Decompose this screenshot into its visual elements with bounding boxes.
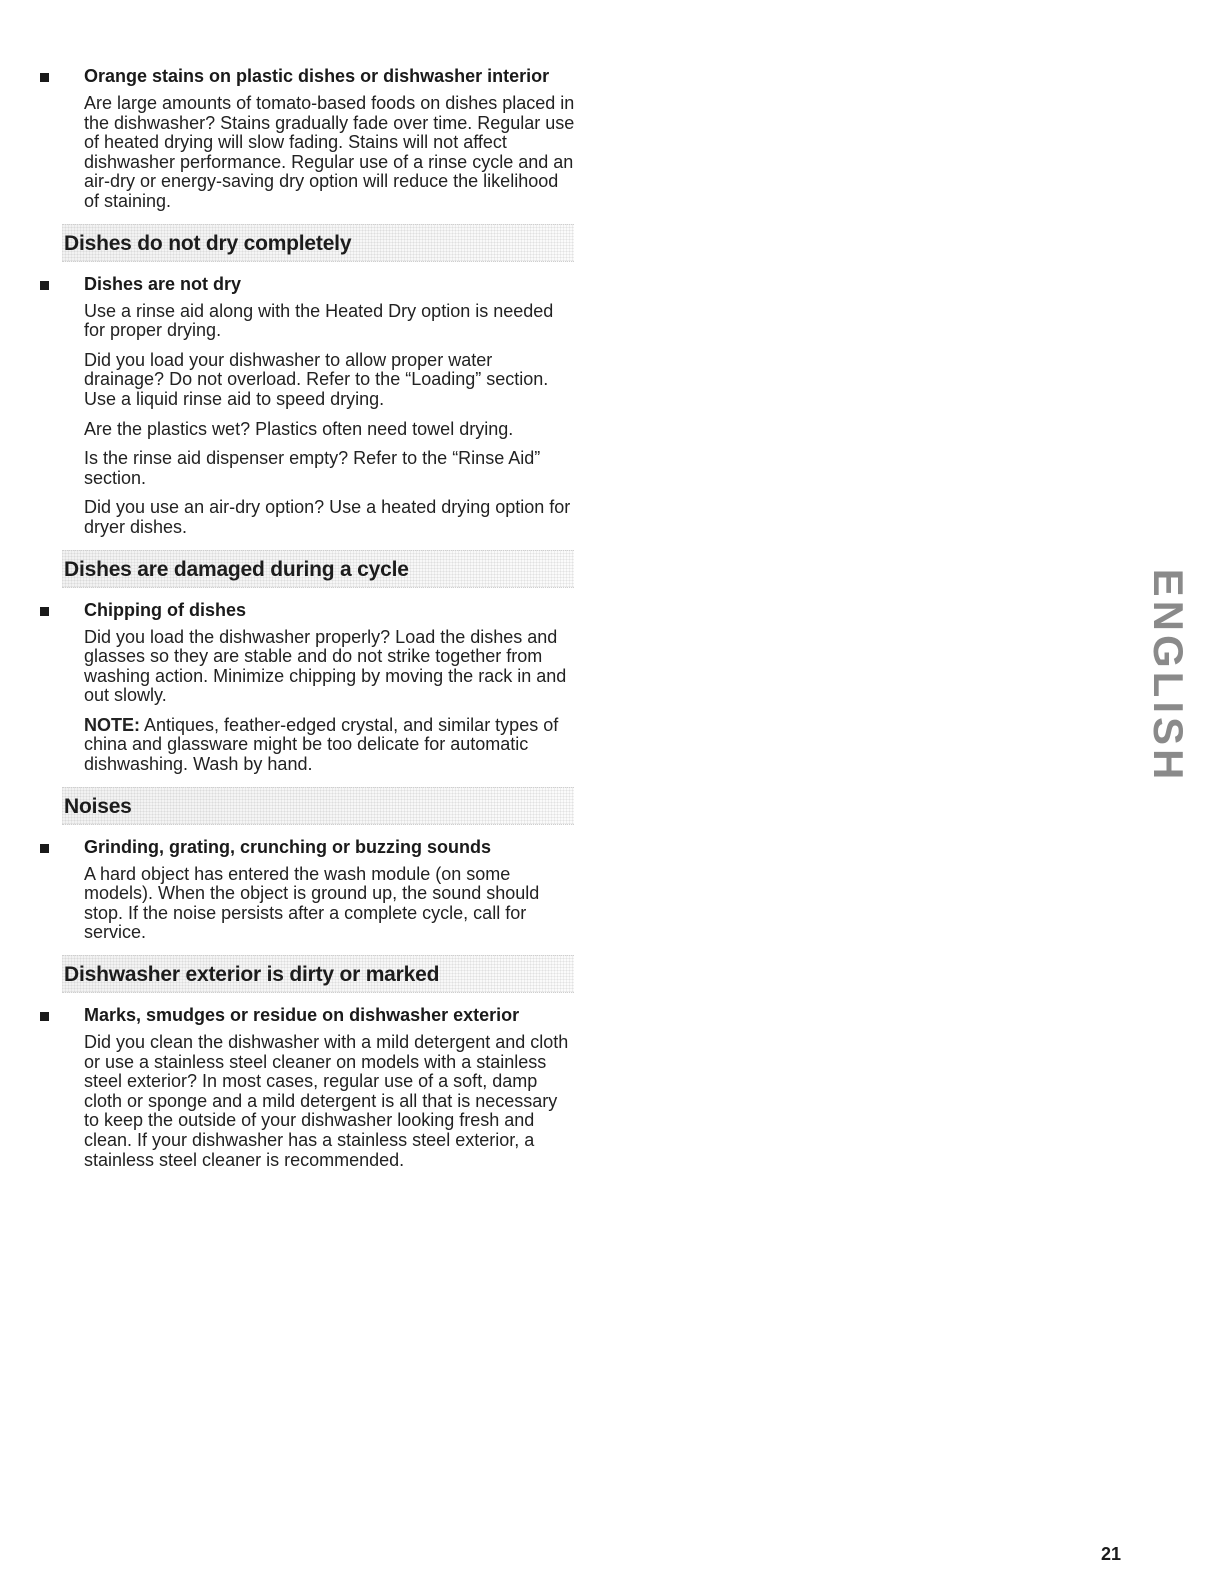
bullet-square-icon	[40, 1012, 49, 1021]
item-paragraph: Is the rinse aid dispenser empty? Refer to the “Rinse Aid” section.	[84, 448, 541, 488]
section-header-exterior-dirty	[62, 955, 574, 993]
item-paragraph: Did you load the dishwasher properly? Load the dishes and glasses so they are stable and do not strike together from washing action. Minimize chipping by moving the rack in and out slowly.	[84, 626, 567, 706]
item-paragraph: Are the plastics wet? Plastics often need towel drying.	[84, 418, 514, 439]
item-paragraph: A hard object has entered the wash module (on some models). When the object is ground up, the sound should stop. If the noise persists after a complete cycle, call for service.	[84, 863, 540, 943]
section-header-dishes-damaged	[62, 550, 574, 588]
item-paragraph: Use a rinse aid along with the Heated Dry option is needed for proper drying.	[84, 300, 554, 341]
section-header-text: Dishes are damaged during a cycle	[64, 557, 409, 581]
troubleshoot-item-chipping	[36, 600, 576, 775]
note-label: NOTE:	[84, 714, 140, 735]
item-title: Orange stains on plastic dishes or dishwasher interior	[84, 66, 550, 86]
bullet-square-icon	[40, 607, 49, 616]
troubleshoot-item-dishes-not-dry	[36, 274, 576, 538]
content-column	[36, 66, 576, 1180]
troubleshoot-item-orange-stains	[36, 66, 576, 212]
item-paragraph: Did you use an air-dry option? Use a heated drying option for dryer dishes.	[84, 497, 571, 537]
item-title: Chipping of dishes	[84, 599, 246, 620]
item-title: Dishes are not dry	[84, 273, 242, 294]
language-side-tab-text: ENGLISH	[1145, 568, 1192, 784]
section-header-text: Dishwasher exterior is dirty or marked	[64, 963, 440, 987]
note-paragraph	[84, 716, 576, 775]
item-title: Grinding, grating, crunching or buzzing sounds	[84, 836, 491, 857]
item-paragraph: Are large amounts of tomato-based foods on dishes placed in the dishwasher? Stains gradually fade over time. Regular use of heated drying will slow fading. Stains will not affect dishwasher performance. Regular use of a rinse cycle and an air-dry or energy-saving dry option will reduce the likelihood of staining.	[84, 93, 575, 211]
language-side-tab	[1145, 560, 1192, 792]
note-text: Antiques, feather-edged crystal, and similar types of china and glassware might be too delicate for automatic dishwashing. Wash by hand.	[84, 714, 559, 775]
item-paragraph: Did you load your dishwasher to allow proper water drainage? Do not overload. Refer to the “Loading” section. Use a liquid rinse aid to speed drying.	[84, 349, 549, 409]
page-number: 21	[1101, 1544, 1122, 1564]
bullet-square-icon	[40, 73, 49, 82]
troubleshoot-item-grinding-sounds	[36, 837, 576, 943]
item-paragraph: Did you clean the dishwasher with a mild detergent and cloth or use a stainless steel cleaner on models with a stainless steel exterior? In most cases, regular use of a soft, damp cloth or sponge and a mild detergent is all that is necessary to keep the outside of your dishwasher looking fresh and clean. If your dishwasher has a stainless steel exterior, a stainless steel cleaner is recommended.	[84, 1032, 569, 1170]
section-header-text: Noises	[64, 794, 132, 818]
section-header-dishes-not-dry	[62, 224, 574, 262]
item-title: Marks, smudges or residue on dishwasher exterior	[84, 1005, 520, 1026]
section-header-text: Dishes do not dry completely	[64, 231, 352, 255]
bullet-square-icon	[40, 844, 49, 853]
troubleshoot-item-exterior-marks	[36, 1005, 576, 1170]
section-header-noises	[62, 787, 574, 825]
bullet-square-icon	[40, 281, 49, 290]
